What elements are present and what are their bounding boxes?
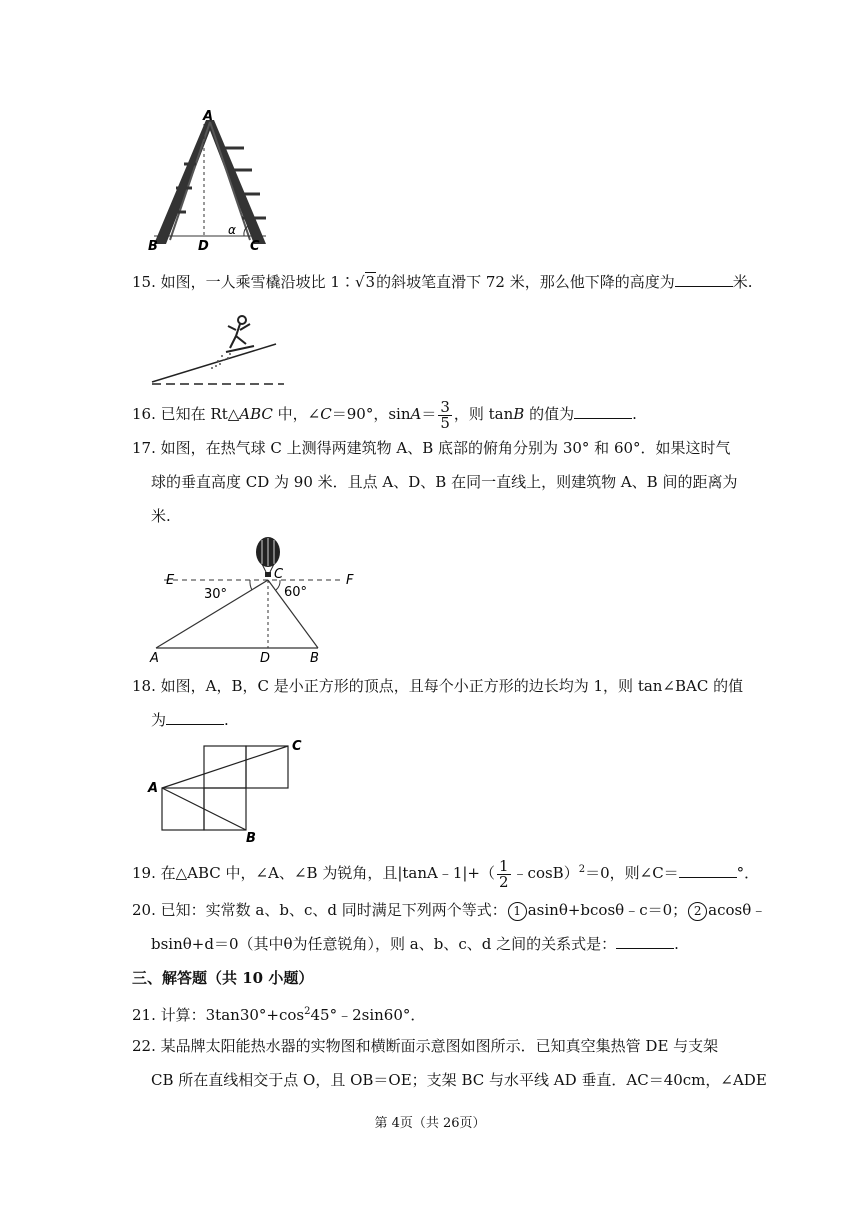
grid-figure xyxy=(146,736,336,846)
answer-blank-19[interactable] xyxy=(679,863,737,878)
grid-label-A: A xyxy=(148,781,159,796)
balloon-label-F: F xyxy=(346,573,354,588)
sled-slope-figure xyxy=(150,308,290,388)
grid-label-B: B xyxy=(246,831,256,846)
ladder-label-B: B xyxy=(148,239,158,254)
balloon-figure xyxy=(146,534,366,666)
question-20-line2: bsinθ+d＝0（其中θ为任意锐角），则 a、b、c、d 之间的关系式是： . xyxy=(151,935,679,953)
question-22-line1: 22. 某品牌太阳能热水器的实物图和横断面示意图如图所示．已知真空集热管 DE 与支架 xyxy=(132,1037,719,1055)
answer-blank-15[interactable] xyxy=(675,272,733,287)
balloon-label-D: D xyxy=(260,651,271,666)
grid-label-C: C xyxy=(292,739,302,754)
answer-blank-16[interactable] xyxy=(574,404,632,419)
ladder-label-A: A xyxy=(203,109,214,124)
balloon-label-B: B xyxy=(310,651,319,666)
ladder-label-alpha: α xyxy=(228,223,236,237)
balloon-label-C: C xyxy=(274,567,284,582)
question-17-line1: 17. 如图，在热气球 C 上测得两建筑物 A、B 底部的俯角分别为 30° 和 60°．如果这时气 xyxy=(132,439,731,457)
question-20-line1: 20. 已知：实常数 a、b、c、d 同时满足下列两个等式： 1 asinθ+bcosθ﹣c＝0； 2 acosθ﹣ xyxy=(132,901,767,919)
fraction-1-2: $\frac{1}{2}$ xyxy=(499,856,509,891)
balloon-label-A: A xyxy=(150,651,159,666)
answer-blank-20[interactable] xyxy=(616,934,674,949)
ladder-figure xyxy=(140,108,280,252)
question-17-line3: 米. xyxy=(151,507,171,525)
ladder-label-C: C xyxy=(250,239,260,254)
question-18-line1: 18. 如图，A，B，C 是小正方形的顶点，且每个小正方形的边长均为 1，则 tan∠BAC 的值 xyxy=(132,677,744,695)
circled-1: 1 xyxy=(508,902,527,921)
section-3-heading: 三、解答题（共 10 小题） xyxy=(132,969,314,987)
question-21: 21. 计算：$3\tan 30^\circ+\cos^245^\circ﹣2\sin 60^\circ$． xyxy=(132,1006,426,1024)
question-16: 16. 已知在 Rt△ABC 中，∠C＝90°，sinA＝ $\frac{3}{5}$ ，则 tanB 的值为 . xyxy=(132,397,637,432)
balloon-angle-30: 30° xyxy=(204,587,228,602)
question-15: 15. 如图，一人乘雪橇沿坡比 1∶√3的斜坡笔直滑下 72 米，那么他下降的高度为 米. xyxy=(132,273,753,291)
question-17-line2: 球的垂直高度 CD 为 90 米．且点 A、D、B 在同一直线上，则建筑物 A、B 间的距离为 xyxy=(151,473,738,491)
ladder-label-D: D xyxy=(198,239,209,254)
question-19: 19. 在△ABC 中，∠A、∠B 为锐角，且|tanA﹣1|+（ $\frac{1}{2}$ ﹣cosB）$^2$＝0，则∠C＝ °． xyxy=(132,856,760,891)
balloon-angle-60: 60° xyxy=(284,585,308,600)
sqrt-3: √3 xyxy=(354,273,376,291)
question-18-line2: 为 . xyxy=(151,711,229,729)
question-22-line2: CB 所在直线相交于点 O，且 OB＝OE；支架 BC 与水平线 AD 垂直．AC＝40cm，∠ADE xyxy=(151,1071,767,1089)
balloon-label-E: E xyxy=(166,573,175,588)
circled-2: 2 xyxy=(688,902,707,921)
page-footer: 第 4页（共 26页） xyxy=(374,1116,486,1131)
answer-blank-18[interactable] xyxy=(166,710,224,725)
fraction-3-5: $\frac{3}{5}$ xyxy=(440,397,450,432)
